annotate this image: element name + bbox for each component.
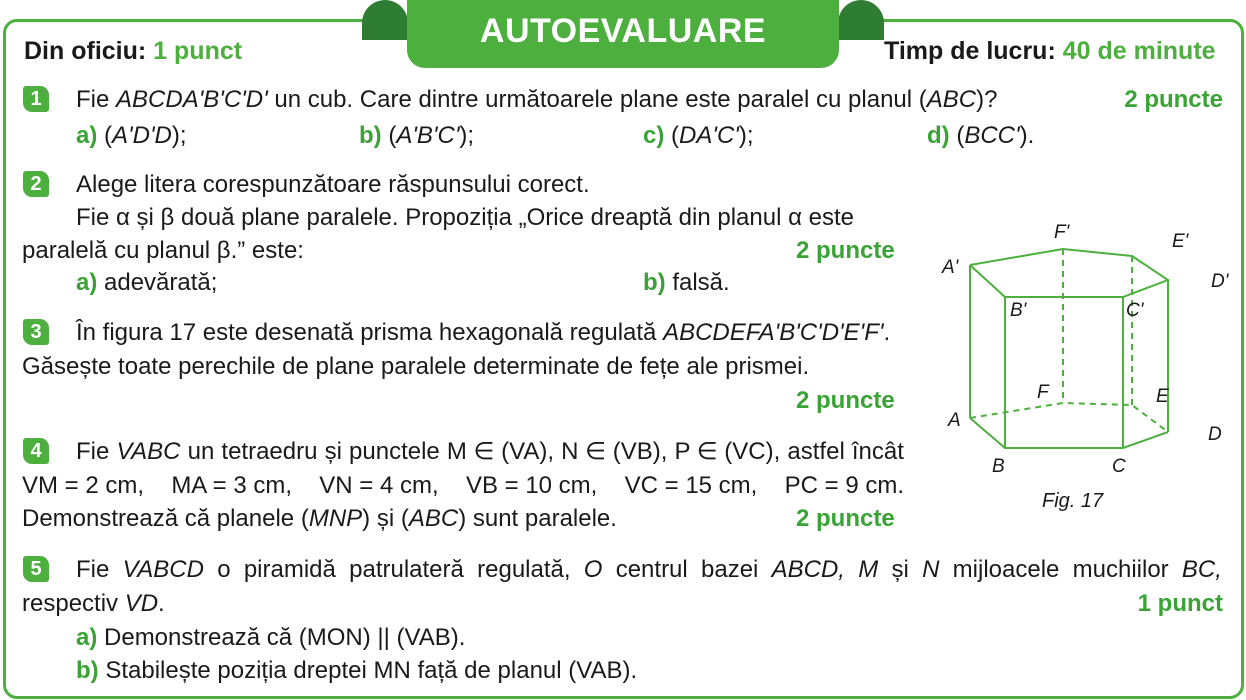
problem-4-line-3: Demonstrează că planele (MNP) și (ABC) sunt paralele. (22, 505, 617, 532)
problem-1-points: 2 puncte (1124, 86, 1223, 113)
problem-1-number: 1 (23, 86, 49, 112)
problem-2-line-2: Fie α și β două plane paralele. Propoziția „Orice dreaptă din planul α este (76, 204, 854, 231)
label-a: A (948, 410, 961, 431)
label-b: B (992, 456, 1005, 477)
problem-3-line-2: Găsește toate perechile de plane paralele determinate de fețe ale prismei. (22, 353, 810, 380)
label-e: E (1156, 386, 1169, 407)
timp-label: Timp de lucru: (884, 37, 1056, 65)
label-d: D (1208, 424, 1222, 445)
label-c-prime: C' (1126, 300, 1144, 321)
page-title: AUTOEVALUARE (479, 12, 767, 50)
label-b-prime: B' (1010, 300, 1027, 321)
problem-2-number: 2 (23, 171, 49, 197)
problem-2-option-a: a) adevărată; (76, 269, 218, 296)
label-c: C (1112, 456, 1126, 477)
problem-5-sub-a: a) Demonstrează că (MON) || (VAB). (76, 624, 466, 651)
label-a-prime: A' (942, 257, 959, 278)
problem-5-line-1: Fie VABCD o piramidă patrulateră regulată, O centrul bazei ABCD, M și N mijloacele muchiilor BC, (76, 556, 1222, 583)
timp-de-lucru (884, 36, 1216, 66)
problem-5-line-2: respectiv VD. (22, 590, 165, 617)
problem-3-number: 3 (23, 319, 49, 345)
din-oficiu-label: Din oficiu: (24, 37, 147, 65)
problem-4-line-1: Fie VABC un tetraedru și punctele M ∈ (VA), N ∈ (VB), P ∈ (VC), astfel încât (76, 438, 904, 465)
problem-5-number: 5 (23, 556, 49, 582)
problem-2-option-b: b) falsă. (643, 269, 730, 296)
problem-4-points: 2 puncte (796, 505, 895, 532)
problem-4-line-2: VM = 2 cm, MA = 3 cm, VN = 4 cm, VB = 10 cm, VC = 15 cm, PC = 9 cm. (22, 472, 904, 499)
prism-visible-edges (970, 249, 1168, 448)
figure-caption: Fig. 17 (1042, 490, 1104, 512)
problem-2-points: 2 puncte (796, 237, 895, 264)
din-oficiu-value: 1 punct (153, 37, 243, 65)
problem-1-text: Fie ABCDA'B'C'D' un cub. Care dintre următoarele plane este paralel cu planul (ABC)? (76, 86, 998, 113)
prism-hidden-edges (970, 249, 1168, 432)
din-oficiu (24, 36, 242, 66)
hexagonal-prism-figure (930, 210, 1240, 520)
label-e-prime: E' (1172, 231, 1189, 252)
timp-value: 40 de minute (1062, 37, 1216, 65)
problem-1-option-a: a) (A'D'D); (76, 122, 187, 149)
label-f-prime: F' (1054, 222, 1070, 243)
problem-3-points: 2 puncte (796, 387, 895, 414)
problem-1-option-d: d) (BCC'). (927, 122, 1035, 149)
problem-1-option-b: b) (A'B'C'); (359, 122, 475, 149)
tab-ear-right (838, 0, 884, 40)
tab-ear-left (362, 0, 408, 40)
label-f: F (1037, 382, 1049, 403)
problem-5-points: 1 punct (1137, 590, 1223, 617)
problem-2-line-3: paralelă cu planul β.” este: (22, 237, 304, 264)
problem-4-number: 4 (23, 438, 49, 464)
label-d-prime: D' (1211, 271, 1229, 292)
problem-3-line-1: În figura 17 este desenată prisma hexagonală regulată ABCDEFA'B'C'D'E'F'. (76, 319, 891, 346)
problem-1-option-c: c) (DA'C'); (643, 122, 754, 149)
problem-5-sub-b: b) Stabilește poziția dreptei MN față de planul (VAB). (76, 657, 638, 684)
problem-2-line-1: Alege litera corespunzătoare răspunsului corect. (76, 171, 590, 198)
